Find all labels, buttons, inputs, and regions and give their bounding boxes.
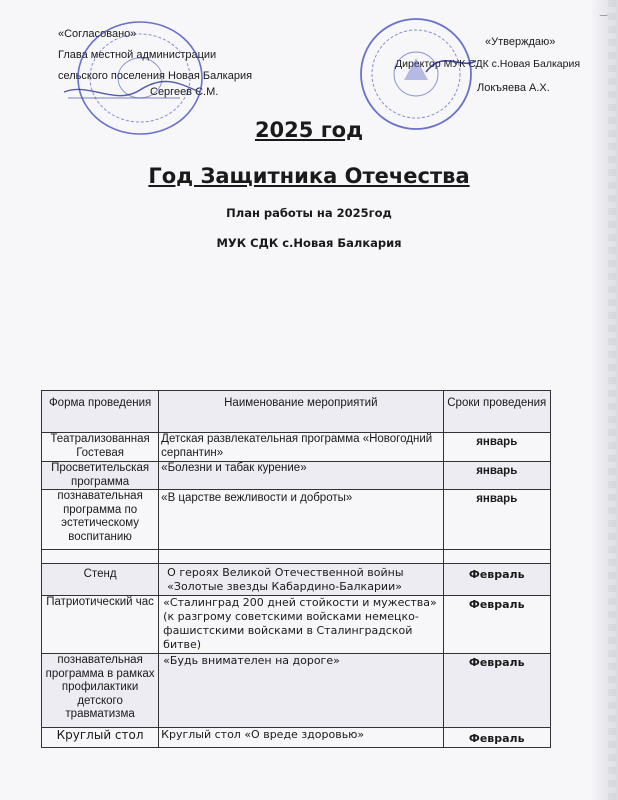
plan-table xyxy=(41,390,551,748)
row-form: познавательная программа по эстетическому воспитанию xyxy=(42,490,159,550)
row-name: Детская развлекательная программа «Новогодний серпантин» xyxy=(159,433,443,462)
row-form: Стенд xyxy=(42,564,159,596)
row-form: познавательная программа в рамках профилактики детского травматизма xyxy=(42,654,159,728)
row-name: «Сталинград 200 дней стойкости и мужества» (к разгрому советскими войсками немецко-фашистскими войсками в Сталинградской битве) xyxy=(159,596,443,654)
row-name: О героях Великой Отечественной войны «Золотые звезды Кабардино-Балкарии» xyxy=(159,564,443,596)
row-name: «Будь внимателен на дороге» xyxy=(159,654,443,728)
header-form: Форма проведения xyxy=(42,391,159,433)
table-row xyxy=(42,596,551,654)
table-row xyxy=(42,728,551,748)
row-date: январь xyxy=(443,462,551,490)
row-date: Февраль xyxy=(443,654,551,728)
plan-subtitle: План работы на 2025год xyxy=(226,206,392,220)
table-row xyxy=(42,490,551,550)
approval-left-line1: «Согласовано» xyxy=(58,28,137,40)
table-row xyxy=(42,462,551,490)
table-row xyxy=(42,564,551,596)
table-row xyxy=(42,433,551,462)
row-name: Круглый стол «О вреде здоровью» xyxy=(159,728,443,748)
approval-right-line1: «Утверждаю» xyxy=(485,36,556,48)
row-name: «В царстве вежливости и доброты» xyxy=(159,490,443,550)
row-form: Просветительская программа xyxy=(42,462,159,490)
approval-left-line2: Глава местной администрации xyxy=(58,49,217,61)
row-date: Февраль xyxy=(443,564,551,596)
row-date: январь xyxy=(443,433,551,462)
table-spacer-row xyxy=(42,550,551,564)
org-subtitle: МУК СДК с.Новая Балкария xyxy=(216,236,402,250)
approval-right-line3: Локъяева А.Х. xyxy=(477,82,550,94)
approval-right-block xyxy=(395,34,605,96)
corner-mark: ‿ xyxy=(600,6,608,16)
header-name: Наименование мероприятий xyxy=(159,391,443,433)
table-row xyxy=(42,654,551,728)
row-form: Круглый стол xyxy=(42,728,159,748)
row-form: Театрализованная Гостевая xyxy=(42,433,159,462)
row-date: Февраль xyxy=(443,728,551,748)
row-date: январь xyxy=(443,490,551,550)
table-header-row xyxy=(42,391,551,433)
approval-left-line3: сельского поселения Новая Балкария xyxy=(58,70,253,82)
header-date: Сроки проведения xyxy=(443,391,551,433)
row-date: Февраль xyxy=(443,596,551,654)
title-year: 2025 год xyxy=(254,118,364,142)
row-form: Патриотический час xyxy=(42,596,159,654)
approval-left-signatory: Сергеев С.М. xyxy=(150,86,219,98)
row-name: «Болезни и табак курение» xyxy=(159,462,443,490)
title-theme: Год Защитника Отечества xyxy=(148,164,470,188)
approval-right-line2: Директор МУК СДК с.Новая Балкария xyxy=(395,58,581,70)
right-stamp-icon xyxy=(356,16,476,134)
